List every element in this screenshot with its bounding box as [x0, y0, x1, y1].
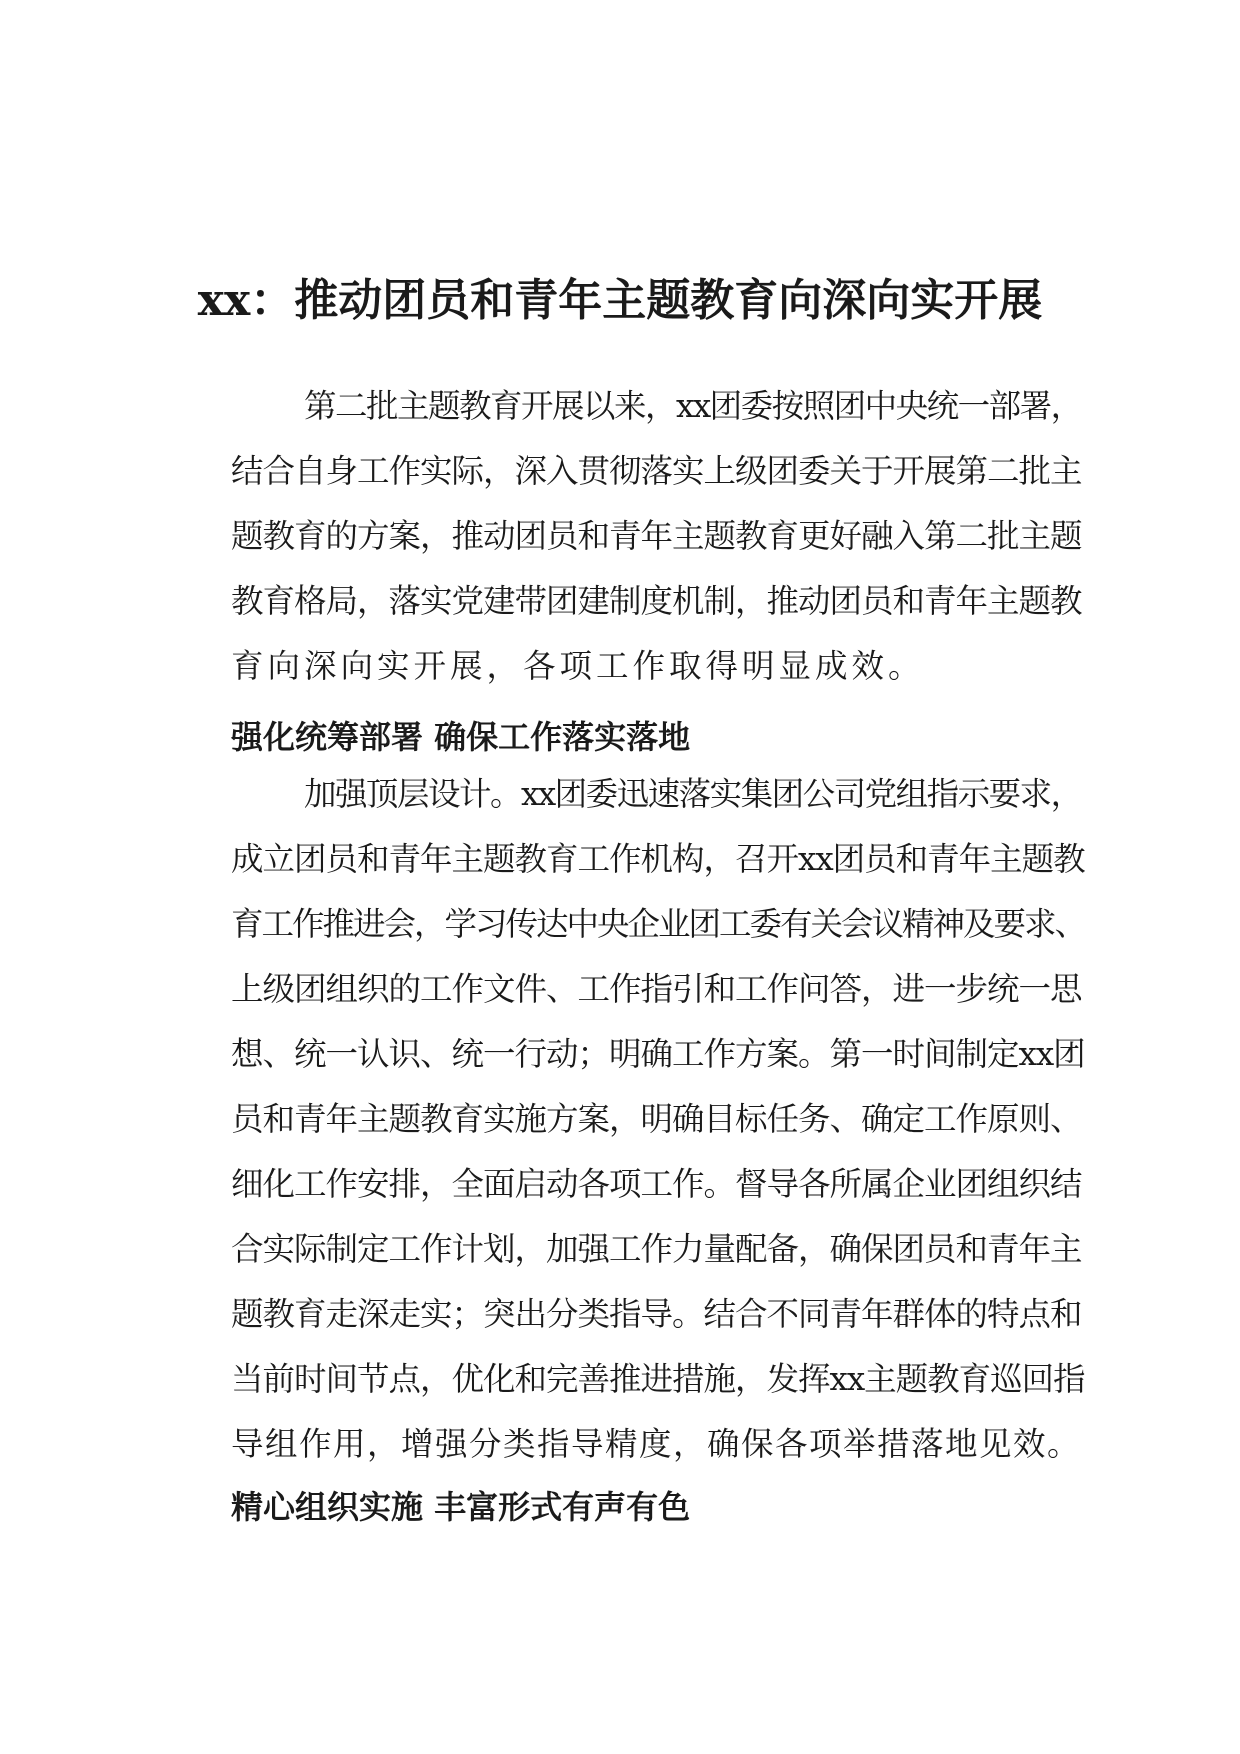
paragraph-line: 育工作推进会，学习传达中央企业团工委有关会议精神及要求、	[231, 905, 1086, 943]
paragraph-line: 加强顶层设计。xx团委迅速落实集团公司党组指示要求，	[304, 775, 1082, 813]
paragraph-line: 题教育走深走实；突出分类指导。结合不同青年群体的特点和	[231, 1295, 1082, 1333]
intro-paragraph	[158, 374, 1088, 699]
paragraph-line: 成立团员和青年主题教育工作机构，召开xx团员和青年主题教	[231, 840, 1085, 878]
section-heading: 强化统筹部署 确保工作落实落地	[231, 718, 691, 756]
paragraph-line: 当前时间节点，优化和完善推进措施，发挥xx主题教育巡回指	[231, 1360, 1085, 1398]
paragraph-line: 育向深向实开展，各项工作取得明显成效。	[231, 647, 925, 685]
paragraph-line: 结合自身工作实际，深入贯彻落实上级团委关于开展第二批主	[231, 452, 1082, 490]
paragraph-line: 题教育的方案，推动团员和青年主题教育更好融入第二批主题	[231, 517, 1082, 555]
paragraph-line: 上级团组织的工作文件、工作指引和工作问答，进一步统一思	[231, 970, 1082, 1008]
paragraph-line: 细化工作安排，全面启动各项工作。督导各所属企业团组织结	[231, 1165, 1082, 1203]
paragraph-line: 员和青年主题教育实施方案，明确目标任务、确定工作原则、	[231, 1100, 1082, 1138]
paragraph-line: 导组作用，增强分类指导精度，确保各项举措落地见效。	[231, 1425, 1082, 1463]
paragraph-line: 想、统一认识、统一行动；明确工作方案。第一时间制定xx团	[231, 1035, 1085, 1073]
section-heading: 精心组织实施 丰富形式有声有色	[231, 1488, 691, 1526]
document-title: xx：推动团员和青年主题教育向深向实开展	[197, 275, 1043, 327]
paragraph-line: 第二批主题教育开展以来，xx团委按照团中央统一部署，	[304, 387, 1082, 425]
paragraph-line: 教育格局，落实党建带团建制度机制，推动团员和青年主题教	[231, 582, 1082, 620]
paragraph-line: 合实际制定工作计划，加强工作力量配备，确保团员和青年主	[231, 1230, 1082, 1268]
section1-paragraph	[158, 762, 1088, 1477]
